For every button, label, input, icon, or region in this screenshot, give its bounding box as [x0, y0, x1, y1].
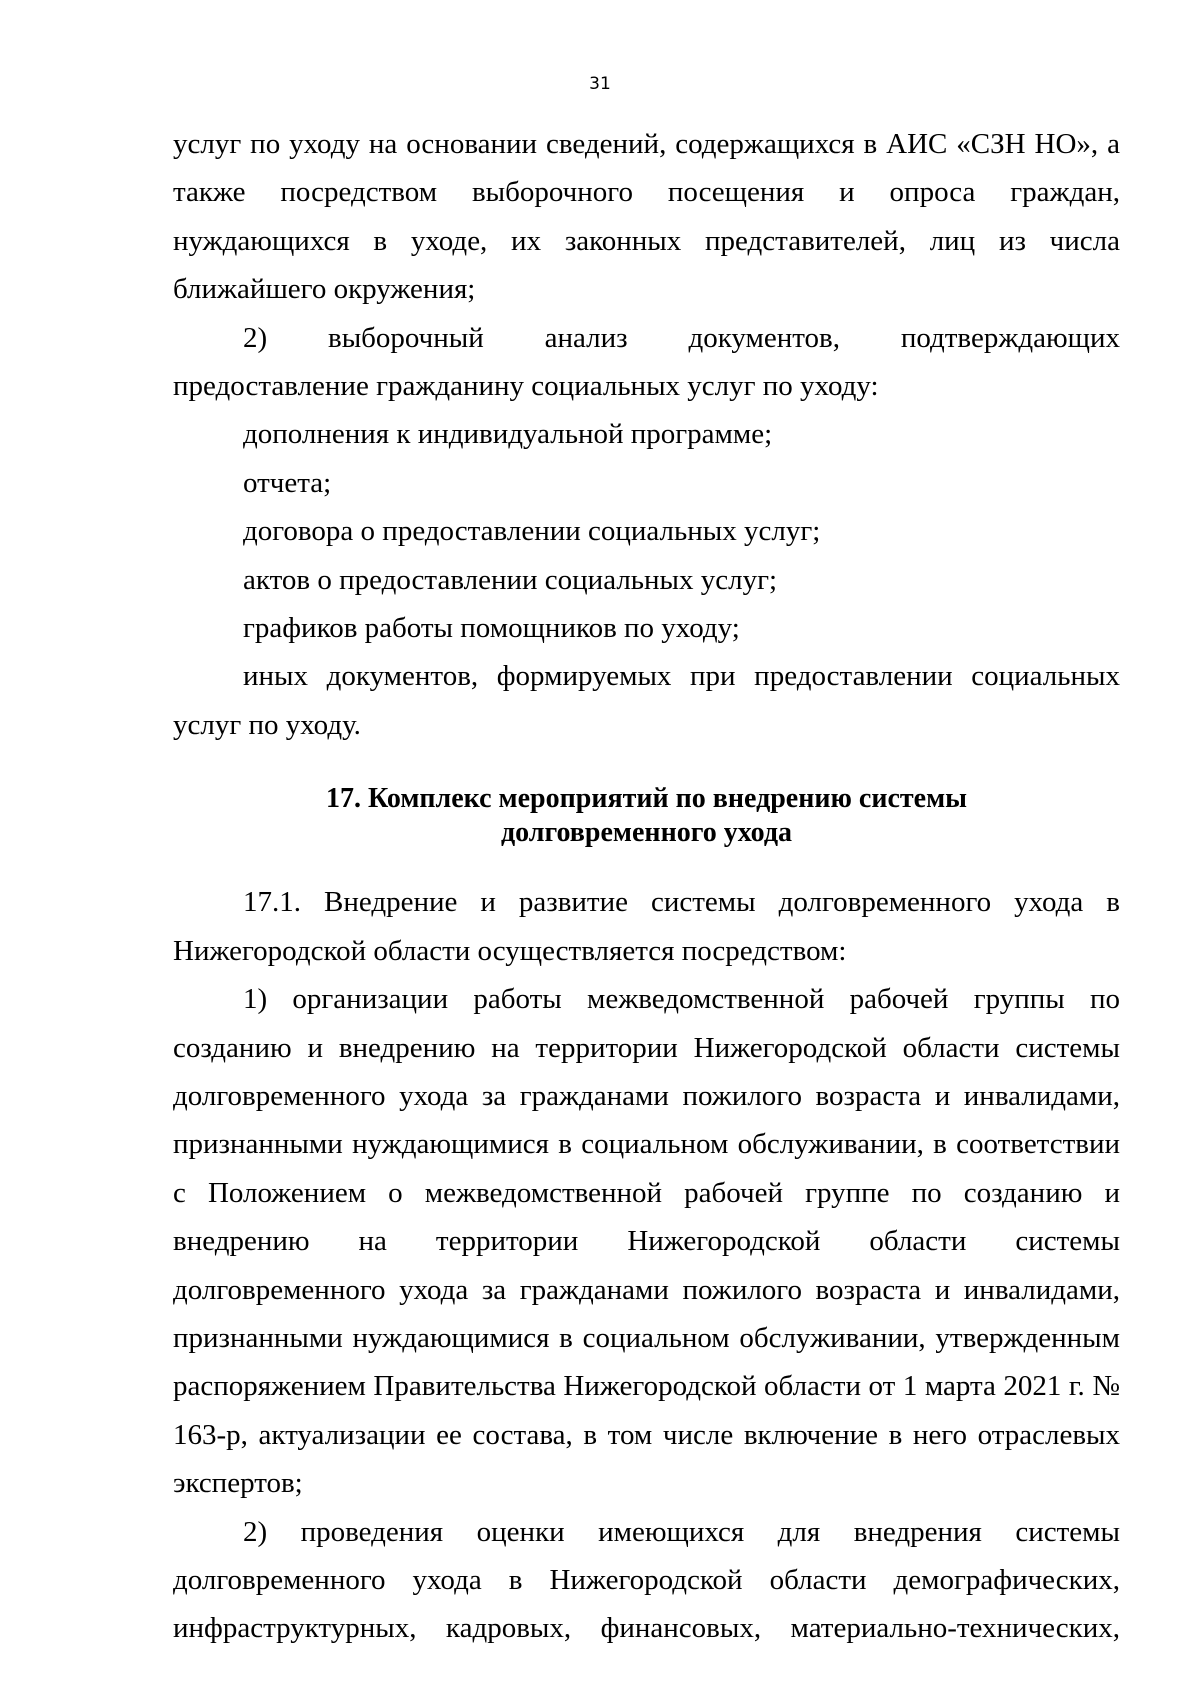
paragraph-item-2b: 2) проведения оценки имеющихся для внедрения системы	[243, 1515, 1120, 1548]
paragraph-item-1: 1) организации работы межведомственной рабочей группы по	[243, 983, 1120, 1016]
list-item: актов о предоставлении социальных услуг;	[243, 563, 778, 596]
document-body	[173, 120, 1120, 1653]
list-item: дополнения к индивидуальной программе;	[243, 418, 773, 451]
section-heading-line1: 17. Комплекс мероприятий по внедрению системы	[325, 783, 968, 815]
paragraph-item-2b-line3: инфраструктурных, кадровых, финансовых, материально-технических,	[173, 1612, 1120, 1645]
paragraph-item-1-continuation: созданию и внедрению на территории Нижегородской области системы долговременного ухода за гражданами пожилого возраста и инвалидами, признанными нуждающимися в социальном обслуживании, в соответствии с Положением о межведомственной рабочей группе по созданию и внедрению на территории Нижегородской области системы долговременного ухода за гражданами пожилого возраста и инвалидами, признанными нуждающимися в социальном обслуживании, утвержденным распоряжением Правительства Нижегородской области от 1 марта 2021 г. № 163-р, актуализации ее состава, в том числе включение в него отраслевых экспертов;	[173, 1031, 1120, 1500]
list-item: отчета;	[243, 466, 332, 499]
section-heading-line2: долговременного ухода	[500, 817, 793, 849]
paragraph-continuation: услуг по уходу на основании сведений, содержащихся в АИС «СЗН НО», а также посредством выборочного посещения и опроса граждан, нуждающихся в уходе, их законных представителей, лиц из числа ближайшего окружения;	[173, 128, 1120, 306]
paragraph-17-1: 17.1. Внедрение и развитие системы долговременного ухода в	[243, 886, 1120, 919]
list-item: графиков работы помощников по уходу;	[243, 612, 740, 645]
paragraph-other-documents-continuation: услуг по уходу.	[173, 708, 361, 741]
list-item: договора о предоставлении социальных услуг;	[243, 515, 821, 548]
section-heading	[173, 749, 1120, 878]
paragraph-item-2: 2) выборочный анализ документов, подтверждающих	[243, 321, 1120, 354]
paragraph-item-2-continuation: предоставление гражданину социальных услуг по уходу:	[173, 370, 879, 403]
paragraph-item-2b-line2: долговременного ухода в Нижегородской области демографических,	[173, 1563, 1120, 1596]
paragraph-other-documents: иных документов, формируемых при предоставлении социальных	[243, 660, 1120, 693]
paragraph-17-1-continuation: Нижегородской области осуществляется посредством:	[173, 934, 847, 967]
page-number: 31	[589, 74, 611, 94]
